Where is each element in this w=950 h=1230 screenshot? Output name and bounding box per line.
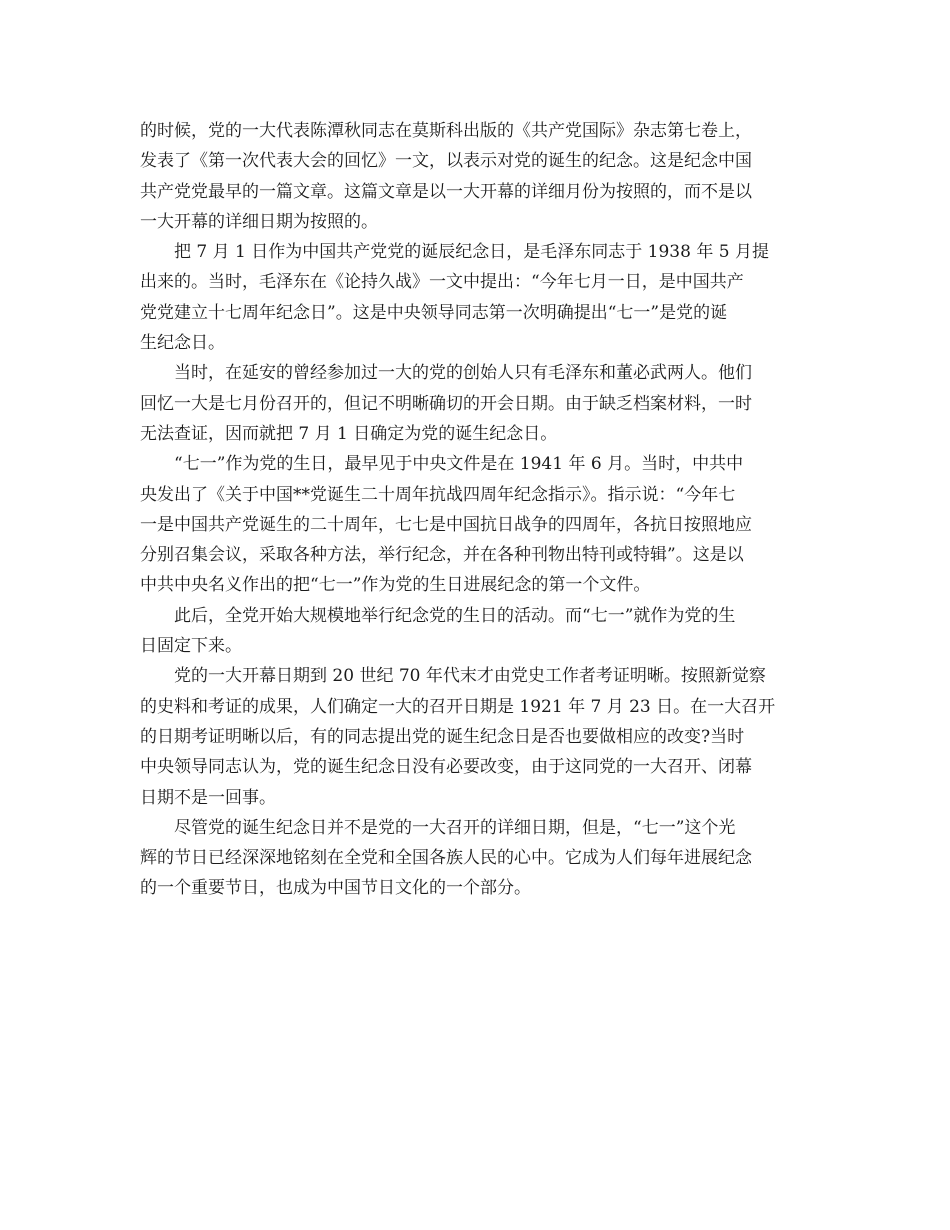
paragraph-5: 此后，全党开始大规模地举行纪念党的生日的活动。而“七一”就作为党的生 日固定下来。 [140, 605, 736, 657]
paragraph-1: 的时候，党的一大代表陈潭秋同志在莫斯科出版的《共产党国际》杂志第七卷上， 发表了《第一次代表大会的回忆》一文，以表示对党的诞生的纪念。这是纪念中国 共产党党最早的一篇文章。这篇文章是以一大开幕的详细月份为按照的，而不是以 一大开幕的详细日期为按照的。 [140, 121, 752, 232]
document-body [140, 116, 812, 904]
paragraph-6: 党的一大开幕日期到 20 世纪 70 年代末才由党史工作者考证明晰。按照新觉察 的史料和考证的成果，人们确定一大的召开日期是 1921 年 7 月 23 日。在一大召开 的日期考证明晰以后，有的同志提出党的诞生纪念日是否也要做相应的改变?当时 中央领导同志认为，党的诞生纪念日没有必要改变，由于这同党的一大召开、闭幕 日期不是一回事。 [140, 666, 776, 808]
paragraph-3: 当时，在延安的曾经参加过一大的党的创始人只有毛泽东和董必武两人。他们 回忆一大是七月份召开的，但记不明晰确切的开会日期。由于缺乏档案材料，一时 无法查证，因而就把 7 月 1 日确定为党的诞生纪念日。 [140, 363, 752, 444]
paragraph-7: 尽管党的诞生纪念日并不是党的一大召开的详细日期，但是，“七一”这个光 辉的节日已经深深地铭刻在全党和全国各族人民的心中。它成为人们每年进展纪念 的一个重要节日，也成为中国节日文化的一个部分。 [140, 817, 752, 899]
paragraph-2: 把 7 月 1 日作为中国共产党党的诞辰纪念日，是毛泽东同志于 1938 年 5 月提 出来的。当时，毛泽东在《论持久战》一文中提出：“今年七月一日，是中国共产 党党建立十七周年纪念日”。这是中央领导同志第一次明确提出“七一”是党的诞 生纪念日。 [140, 242, 769, 354]
paragraph-4: “七一”作为党的生日，最早见于中央文件是在 1941 年 6 月。当时，中共中 央发出了《关于中国**党诞生二十周年抗战四周年纪念指示》。指示说：“今年七 一是中国共产党诞生的二十周年，七七是中国抗日战争的四周年，各抗日按照地应 分别召集会议，采取各种方法，举行纪念，并在各种刊物出特刊或特辑”。这是以 中共中央名义作出的把“七一”作为党的生日进展纪念的第一个文件。 [140, 454, 752, 596]
